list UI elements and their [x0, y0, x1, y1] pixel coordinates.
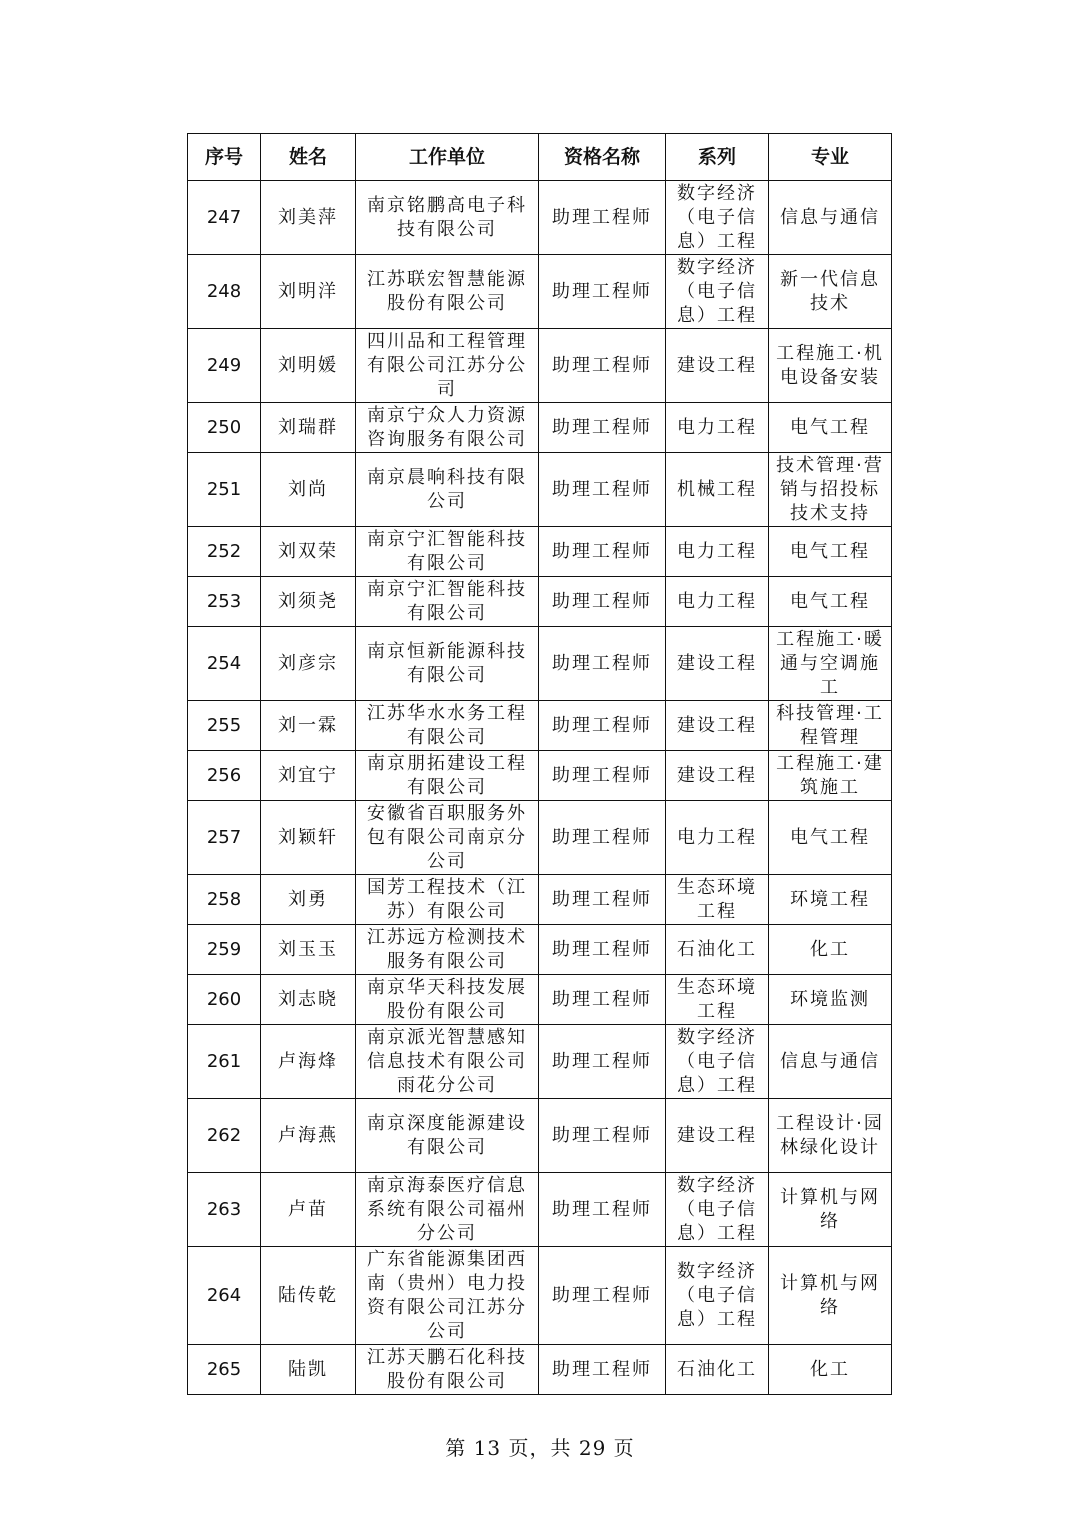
page-number: 第 13 页，共 29 页 — [445, 1436, 635, 1460]
cell-series: 数字经济（电子信息）工程 — [666, 1173, 769, 1247]
cell-specialty: 环境工程 — [769, 875, 892, 925]
qualification-table — [187, 133, 892, 1395]
cell-employer: 四川品和工程管理有限公司江苏分公司 — [356, 329, 539, 403]
cell-name: 陆凯 — [261, 1345, 356, 1395]
header-series: 系列 — [666, 134, 769, 181]
cell-name: 刘志晓 — [261, 975, 356, 1025]
cell-series: 石油化工 — [666, 1345, 769, 1395]
cell-specialty: 电气工程 — [769, 527, 892, 577]
cell-seq: 263 — [188, 1173, 261, 1247]
cell-name: 卢海烽 — [261, 1025, 356, 1099]
cell-series: 数字经济（电子信息）工程 — [666, 1025, 769, 1099]
table-row — [188, 1173, 892, 1247]
cell-specialty: 信息与通信 — [769, 1025, 892, 1099]
cell-qualification: 助理工程师 — [539, 1247, 666, 1345]
cell-specialty: 环境监测 — [769, 975, 892, 1025]
cell-employer: 南京铭鹏高电子科技有限公司 — [356, 181, 539, 255]
cell-specialty: 计算机与网络 — [769, 1247, 892, 1345]
cell-seq: 252 — [188, 527, 261, 577]
table-row — [188, 453, 892, 527]
cell-series: 建设工程 — [666, 701, 769, 751]
header-specialty: 专业 — [769, 134, 892, 181]
cell-seq: 264 — [188, 1247, 261, 1345]
cell-name: 刘明媛 — [261, 329, 356, 403]
cell-qualification: 助理工程师 — [539, 329, 666, 403]
cell-qualification: 助理工程师 — [539, 403, 666, 453]
table-row — [188, 801, 892, 875]
table-row — [188, 925, 892, 975]
cell-specialty: 信息与通信 — [769, 181, 892, 255]
cell-series: 机械工程 — [666, 453, 769, 527]
cell-seq: 256 — [188, 751, 261, 801]
cell-seq: 265 — [188, 1345, 261, 1395]
cell-seq: 250 — [188, 403, 261, 453]
cell-seq: 253 — [188, 577, 261, 627]
cell-seq: 249 — [188, 329, 261, 403]
cell-qualification: 助理工程师 — [539, 975, 666, 1025]
cell-seq: 247 — [188, 181, 261, 255]
cell-name: 卢苗 — [261, 1173, 356, 1247]
cell-employer: 南京宁众人力资源咨询服务有限公司 — [356, 403, 539, 453]
table-row — [188, 527, 892, 577]
cell-qualification: 助理工程师 — [539, 1099, 666, 1173]
cell-employer: 国芳工程技术（江苏）有限公司 — [356, 875, 539, 925]
table-row — [188, 255, 892, 329]
cell-seq: 258 — [188, 875, 261, 925]
cell-qualification: 助理工程师 — [539, 527, 666, 577]
cell-qualification: 助理工程师 — [539, 701, 666, 751]
cell-name: 刘玉玉 — [261, 925, 356, 975]
cell-qualification: 助理工程师 — [539, 751, 666, 801]
cell-seq: 257 — [188, 801, 261, 875]
table-row — [188, 875, 892, 925]
cell-specialty: 工程设计·园林绿化设计 — [769, 1099, 892, 1173]
table-row — [188, 1025, 892, 1099]
header-seq: 序号 — [188, 134, 261, 181]
cell-name: 刘一霖 — [261, 701, 356, 751]
cell-series: 生态环境工程 — [666, 875, 769, 925]
cell-employer: 安徽省百职服务外包有限公司南京分公司 — [356, 801, 539, 875]
cell-qualification: 助理工程师 — [539, 255, 666, 329]
cell-employer: 江苏华水水务工程有限公司 — [356, 701, 539, 751]
cell-seq: 248 — [188, 255, 261, 329]
cell-specialty: 电气工程 — [769, 403, 892, 453]
table-row — [188, 181, 892, 255]
cell-name: 陆传乾 — [261, 1247, 356, 1345]
cell-series: 建设工程 — [666, 1099, 769, 1173]
cell-employer: 江苏联宏智慧能源股份有限公司 — [356, 255, 539, 329]
cell-series: 数字经济（电子信息）工程 — [666, 1247, 769, 1345]
header-row — [188, 134, 892, 181]
cell-employer: 南京晨响科技有限公司 — [356, 453, 539, 527]
header-employer: 工作单位 — [356, 134, 539, 181]
cell-series: 电力工程 — [666, 527, 769, 577]
header-qualification: 资格名称 — [539, 134, 666, 181]
table-row — [188, 627, 892, 701]
cell-qualification: 助理工程师 — [539, 1173, 666, 1247]
cell-qualification: 助理工程师 — [539, 453, 666, 527]
cell-series: 石油化工 — [666, 925, 769, 975]
cell-series: 建设工程 — [666, 627, 769, 701]
cell-series: 电力工程 — [666, 801, 769, 875]
table-row — [188, 751, 892, 801]
cell-employer: 南京派光智慧感知信息技术有限公司雨花分公司 — [356, 1025, 539, 1099]
table-row — [188, 403, 892, 453]
table-row — [188, 701, 892, 751]
cell-employer: 南京宁汇智能科技有限公司 — [356, 527, 539, 577]
cell-name: 刘勇 — [261, 875, 356, 925]
cell-name: 刘美萍 — [261, 181, 356, 255]
cell-seq: 261 — [188, 1025, 261, 1099]
cell-employer: 南京恒新能源科技有限公司 — [356, 627, 539, 701]
table-row — [188, 975, 892, 1025]
cell-name: 刘瑞群 — [261, 403, 356, 453]
cell-seq: 254 — [188, 627, 261, 701]
cell-series: 建设工程 — [666, 751, 769, 801]
cell-specialty: 电气工程 — [769, 577, 892, 627]
cell-qualification: 助理工程师 — [539, 577, 666, 627]
cell-specialty: 工程施工·建筑施工 — [769, 751, 892, 801]
cell-seq: 259 — [188, 925, 261, 975]
cell-employer: 南京海泰医疗信息系统有限公司福州分公司 — [356, 1173, 539, 1247]
table-row — [188, 329, 892, 403]
table-row — [188, 1247, 892, 1345]
cell-qualification: 助理工程师 — [539, 875, 666, 925]
cell-series: 建设工程 — [666, 329, 769, 403]
cell-seq: 255 — [188, 701, 261, 751]
cell-name: 刘宜宁 — [261, 751, 356, 801]
cell-employer: 南京深度能源建设有限公司 — [356, 1099, 539, 1173]
cell-qualification: 助理工程师 — [539, 627, 666, 701]
cell-series: 电力工程 — [666, 577, 769, 627]
cell-employer: 南京宁汇智能科技有限公司 — [356, 577, 539, 627]
cell-qualification: 助理工程师 — [539, 801, 666, 875]
cell-employer: 江苏远方检测技术服务有限公司 — [356, 925, 539, 975]
cell-qualification: 助理工程师 — [539, 1345, 666, 1395]
cell-specialty: 化工 — [769, 1345, 892, 1395]
cell-seq: 262 — [188, 1099, 261, 1173]
cell-name: 卢海燕 — [261, 1099, 356, 1173]
cell-series: 数字经济（电子信息）工程 — [666, 255, 769, 329]
cell-qualification: 助理工程师 — [539, 925, 666, 975]
cell-name: 刘尚 — [261, 453, 356, 527]
cell-seq: 251 — [188, 453, 261, 527]
cell-name: 刘彦宗 — [261, 627, 356, 701]
cell-series: 生态环境工程 — [666, 975, 769, 1025]
cell-specialty: 电气工程 — [769, 801, 892, 875]
header-name: 姓名 — [261, 134, 356, 181]
cell-employer: 江苏天鹏石化科技股份有限公司 — [356, 1345, 539, 1395]
table-row — [188, 1099, 892, 1173]
cell-name: 刘须尧 — [261, 577, 356, 627]
cell-employer: 南京朋拓建设工程有限公司 — [356, 751, 539, 801]
cell-specialty: 工程施工·机电设备安装 — [769, 329, 892, 403]
cell-specialty: 工程施工·暖通与空调施工 — [769, 627, 892, 701]
cell-name: 刘双荣 — [261, 527, 356, 577]
cell-specialty: 科技管理·工程管理 — [769, 701, 892, 751]
cell-specialty: 计算机与网络 — [769, 1173, 892, 1247]
cell-specialty: 新一代信息技术 — [769, 255, 892, 329]
cell-series: 数字经济（电子信息）工程 — [666, 181, 769, 255]
cell-specialty: 技术管理·营销与招投标技术支持 — [769, 453, 892, 527]
cell-employer: 南京华天科技发展股份有限公司 — [356, 975, 539, 1025]
cell-name: 刘明洋 — [261, 255, 356, 329]
table-row — [188, 1345, 892, 1395]
cell-qualification: 助理工程师 — [539, 181, 666, 255]
cell-series: 电力工程 — [666, 403, 769, 453]
cell-employer: 广东省能源集团西南（贵州）电力投资有限公司江苏分公司 — [356, 1247, 539, 1345]
cell-name: 刘颖轩 — [261, 801, 356, 875]
cell-qualification: 助理工程师 — [539, 1025, 666, 1099]
table-row — [188, 577, 892, 627]
cell-seq: 260 — [188, 975, 261, 1025]
cell-specialty: 化工 — [769, 925, 892, 975]
